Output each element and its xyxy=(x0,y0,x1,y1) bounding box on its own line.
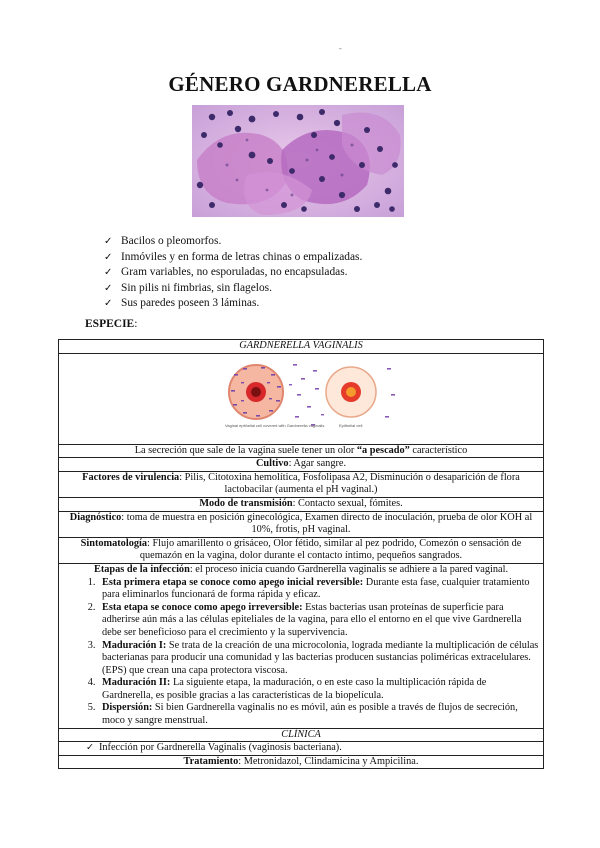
page-top-mark: - xyxy=(339,44,342,53)
tratamiento-row: Tratamiento: Metronidazol, Clindamicina y Ampicilina. xyxy=(59,755,544,769)
species-figure-cell xyxy=(59,353,544,444)
checkmark-icon: ✓ xyxy=(104,282,113,294)
checkmark-icon: ✓ xyxy=(104,251,113,263)
list-item: 1. Esta primera etapa se conoce como apego inicial reversible: Durante esta fase, cualquier tratamiento para eliminarlos funcionará de forma rápida y eficaz. xyxy=(98,577,540,602)
checkmark-icon: ✓ xyxy=(104,267,113,278)
stages-list xyxy=(62,577,540,728)
clinica-row: ✓ Infección por Gardnerella Vaginalis (vaginosis bacteriana). xyxy=(59,742,544,756)
list-item: ✓ Inmóviles y en forma de letras chinas o empalizadas. xyxy=(104,250,362,266)
etapas-row xyxy=(59,563,544,728)
species-header: GARDNERELLA VAGINALIS xyxy=(59,340,544,354)
list-item: ✓ Gram variables, no esporuladas, no encapsuladas. xyxy=(104,265,362,281)
list-item: ✓ Sin pilis ni fimbrias, sin flagelos. xyxy=(104,281,362,297)
checkmark-icon: ✓ xyxy=(104,236,113,247)
list-item: ✓ Bacilos o pleomorfos. xyxy=(104,234,362,250)
figure-caption-right: Epithelial cell xyxy=(339,422,363,428)
clinica-header: CLÍNICA xyxy=(59,728,544,742)
virulencia-row: Factores de virulencia: Pilis, Citotoxina hemolítica, Fosfolipasa A2, Disminución o desaparición de flora lactobacilar (aumenta el pH vaginal.) xyxy=(59,471,544,497)
sintomatologia-row: Sintomatología: Flujo amarillento o grisáceo, Olor fétido, similar al pez podrido, Comezón o sensación de quemazón en la vagina, dolor durante el contacto íntimo, pequeños sangrados. xyxy=(59,537,544,563)
diagnostico-row: Diagnóstico: toma de muestra en posición ginecológica, Examen directo de inoculación, prueba de olor KOH al 10%, frotis, pH vaginal. xyxy=(59,511,544,537)
list-item: 4. Maduración II: La siguiente etapa, la maduración, o en este caso la multiplicación rápida de Gardnerella, es posible gracias a las características de la biopelícula. xyxy=(98,677,540,702)
page-title: GÉNERO GARDNERELLA xyxy=(168,72,432,96)
checkmark-icon: ✓ xyxy=(104,298,113,309)
characteristics-list xyxy=(104,234,362,312)
checkmark-icon: ✓ xyxy=(86,742,94,754)
list-item: ✓ Sus paredes poseen 3 láminas. xyxy=(104,296,362,312)
list-item: 5. Dispersión: Si bien Gardnerella vaginalis no es móvil, aún es posible a través de flujos de secreción, moco y sangre menstrual. xyxy=(98,702,540,727)
cultivo-row: Cultivo: Agar sangre. xyxy=(59,458,544,472)
list-item: 2. Esta etapa se conoce como apego irreversible: Estas bacterias usan proteínas de superficie para adherirse aún más a las células epiteliales de la vagina, para ello el entorno en el que vive Gardnerella debe ser beneficioso para el crecimiento y la supervivencia. xyxy=(98,602,540,640)
figure-caption-left: Vaginal epithelial cell covered with Gardnerella vaginalis xyxy=(225,422,325,428)
transmision-row: Modo de transmisión: Contacto sexual, fómites. xyxy=(59,497,544,511)
list-item: 3. Maduración I: Se trata de la creación de una microcolonia, lograda mediante la multiplicación de células bacterianas para producir una comunidad y las bacterias producen sustancias poliméricas extracelulares. (EPS) que crean una capa protectora viscosa. xyxy=(98,640,540,678)
clue-cell-micrograph xyxy=(192,105,404,217)
species-table xyxy=(58,339,544,769)
especie-heading: ESPECIE: xyxy=(85,318,138,330)
etapas-heading: Etapas de la infección: el proceso inicia cuando Gardnerella vaginalis se adhiere a la pared vaginal. xyxy=(93,563,509,575)
odor-row: La secreción que sale de la vagina suele tener un olor “a pescado” característico xyxy=(59,444,544,458)
clue-cell-illustration xyxy=(201,354,401,442)
